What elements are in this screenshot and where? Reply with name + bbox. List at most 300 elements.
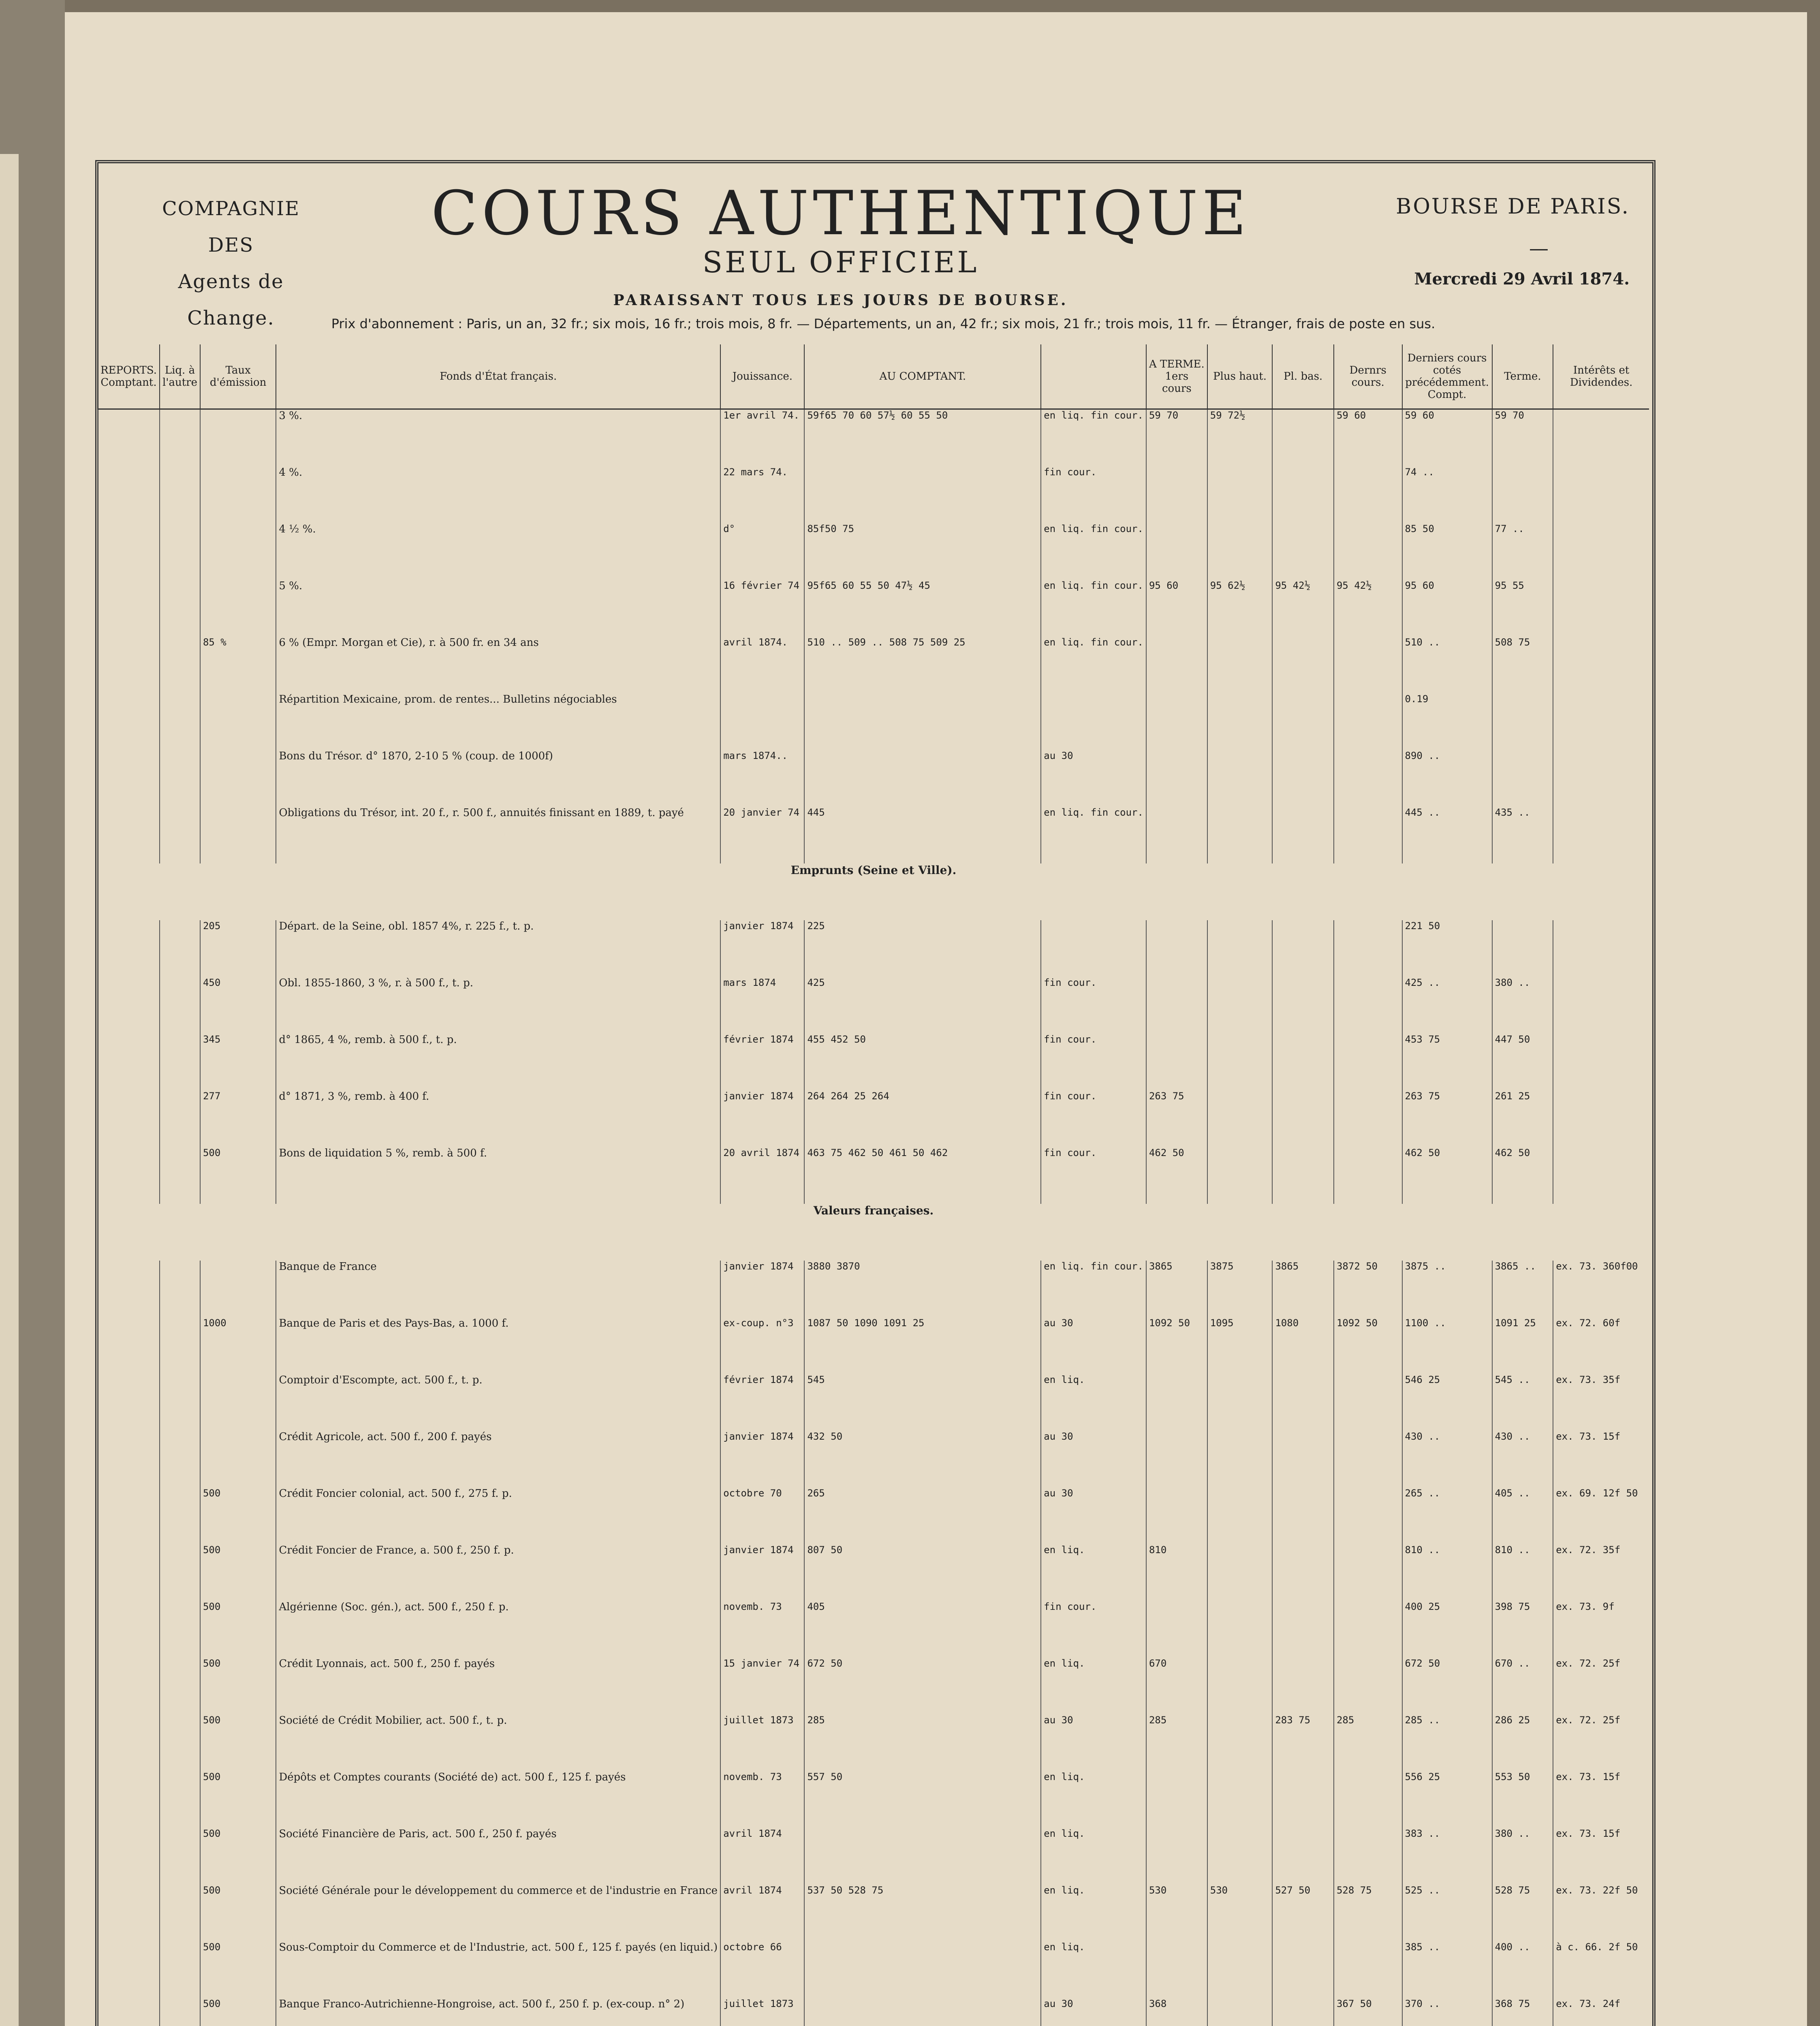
cell-taux: 500 bbox=[200, 1658, 276, 1714]
cell-c1 bbox=[1146, 977, 1207, 1034]
header-dash: — bbox=[1529, 237, 1549, 260]
cell-dern bbox=[1334, 1431, 1402, 1487]
cell-bas bbox=[1272, 1034, 1334, 1090]
cell-dern: 367 50 bbox=[1334, 1998, 1402, 2026]
cell-taux: 205 bbox=[200, 920, 276, 977]
cell-terme: 1091 25 bbox=[1492, 1317, 1553, 1374]
cell-dern bbox=[1334, 693, 1402, 750]
cell-haut bbox=[1207, 1147, 1273, 1204]
cell-taux bbox=[200, 807, 276, 863]
table-row bbox=[98, 637, 1649, 693]
cell-compt: 263 75 bbox=[1402, 1090, 1492, 1147]
cell-taux: 1000 bbox=[200, 1317, 276, 1374]
cell-compt: 385 .. bbox=[1402, 1941, 1492, 1998]
cell-haut bbox=[1207, 466, 1273, 523]
cell-type: au 30 bbox=[1041, 1714, 1146, 1771]
table-row bbox=[98, 409, 1649, 467]
cell-dern bbox=[1334, 1374, 1402, 1431]
cell-type: en liq. fin cour. bbox=[1041, 637, 1146, 693]
cell-haut bbox=[1207, 1658, 1273, 1714]
cell-terme: 95 55 bbox=[1492, 580, 1553, 637]
cell-comptant: 545 bbox=[804, 1374, 1041, 1431]
cell-compt: 810 .. bbox=[1402, 1544, 1492, 1601]
cell-bas bbox=[1272, 1090, 1334, 1147]
cell-haut bbox=[1207, 637, 1273, 693]
report-cell bbox=[98, 1261, 160, 1317]
cell-c1: 95 60 bbox=[1146, 580, 1207, 637]
cell-terme: 670 .. bbox=[1492, 1658, 1553, 1714]
col-dividendes: Intérêts et Dividendes. bbox=[1553, 344, 1649, 409]
cell-haut bbox=[1207, 1828, 1273, 1885]
report-cell bbox=[98, 1771, 160, 1828]
cell-compt: 510 .. bbox=[1402, 637, 1492, 693]
cell-dern: 3872 50 bbox=[1334, 1261, 1402, 1317]
page-title: COURS AUTHENTIQUE bbox=[431, 178, 1251, 249]
cell-c1: 530 bbox=[1146, 1885, 1207, 1941]
cell-haut: 3875 bbox=[1207, 1261, 1273, 1317]
cell-taux: 500 bbox=[200, 1487, 276, 1544]
cell-name: 3 %. bbox=[276, 409, 720, 467]
table-row bbox=[98, 1771, 1649, 1828]
report-cell bbox=[160, 580, 200, 637]
cell-div: ex. 73. 15f bbox=[1553, 1828, 1649, 1885]
company-name bbox=[138, 190, 324, 336]
cell-dern bbox=[1334, 1034, 1402, 1090]
cell-bas bbox=[1272, 1147, 1334, 1204]
cell-bas bbox=[1272, 977, 1334, 1034]
cell-dern bbox=[1334, 1544, 1402, 1601]
cell-type: en liq. bbox=[1041, 1771, 1146, 1828]
cell-div: ex. 73. 24f bbox=[1553, 1998, 1649, 2026]
cell-terme: 59 70 bbox=[1492, 409, 1553, 467]
cell-dern: 1092 50 bbox=[1334, 1317, 1402, 1374]
cell-name: 5 %. bbox=[276, 580, 720, 637]
table-row bbox=[98, 1261, 1649, 1317]
cell-name: d° 1865, 4 %, remb. à 500 f., t. p. bbox=[276, 1034, 720, 1090]
cell-haut bbox=[1207, 1998, 1273, 2026]
cell-name: Banque de France bbox=[276, 1261, 720, 1317]
cell-taux: 500 bbox=[200, 1147, 276, 1204]
cell-compt: 546 25 bbox=[1402, 1374, 1492, 1431]
cell-jouis: octobre 66 bbox=[720, 1941, 804, 1998]
cell-name: Bons du Trésor. d° 1870, 2-10 5 % (coup. de 1000f) bbox=[276, 750, 720, 807]
cell-name: Obl. 1855-1860, 3 %, r. à 500 f., t. p. bbox=[276, 977, 720, 1034]
cell-c1 bbox=[1146, 1771, 1207, 1828]
cell-div bbox=[1553, 807, 1649, 863]
report-cell bbox=[160, 1771, 200, 1828]
cell-taux bbox=[200, 1374, 276, 1431]
report-cell bbox=[98, 637, 160, 693]
company-line2: DES bbox=[208, 234, 254, 256]
table-row bbox=[98, 807, 1649, 863]
cell-compt: 370 .. bbox=[1402, 1998, 1492, 2026]
cell-jouis: novemb. 73 bbox=[720, 1601, 804, 1658]
cell-bas bbox=[1272, 750, 1334, 807]
cell-name: Société Générale pour le développement du commerce et de l'industrie en France bbox=[276, 1885, 720, 1941]
cell-jouis: 16 février 74 bbox=[720, 580, 804, 637]
cell-terme: 553 50 bbox=[1492, 1771, 1553, 1828]
table-row bbox=[98, 580, 1649, 637]
cell-div bbox=[1553, 1034, 1649, 1090]
cell-jouis: janvier 1874 bbox=[720, 1090, 804, 1147]
cell-div: ex. 73. 22f 50 bbox=[1553, 1885, 1649, 1941]
report-cell bbox=[98, 693, 160, 750]
report-cell bbox=[160, 1034, 200, 1090]
cell-dern bbox=[1334, 1828, 1402, 1885]
cell-bas bbox=[1272, 1601, 1334, 1658]
cell-compt: 462 50 bbox=[1402, 1147, 1492, 1204]
cell-c1 bbox=[1146, 637, 1207, 693]
report-cell bbox=[160, 637, 200, 693]
report-cell bbox=[160, 750, 200, 807]
col-liq: Liq. à l'autre bbox=[160, 344, 200, 409]
report-cell bbox=[98, 1034, 160, 1090]
report-cell bbox=[98, 1828, 160, 1885]
cell-dern bbox=[1334, 1487, 1402, 1544]
cell-haut bbox=[1207, 1374, 1273, 1431]
cell-compt: 74 .. bbox=[1402, 466, 1492, 523]
cell-terme: 3865 .. bbox=[1492, 1261, 1553, 1317]
col-bas: Pl. bas. bbox=[1272, 344, 1334, 409]
cell-name: d° 1871, 3 %, remb. à 400 f. bbox=[276, 1090, 720, 1147]
col-terme: Terme. bbox=[1492, 344, 1553, 409]
section-emprunts bbox=[98, 863, 1649, 920]
valeurs-body bbox=[98, 1261, 1649, 2026]
cell-c1: 263 75 bbox=[1146, 1090, 1207, 1147]
col-jouissance: Jouissance. bbox=[720, 344, 804, 409]
bourse-label: BOURSE DE PARIS. bbox=[1396, 194, 1630, 219]
report-cell bbox=[98, 466, 160, 523]
cell-terme: 380 .. bbox=[1492, 1828, 1553, 1885]
cell-dern bbox=[1334, 466, 1402, 523]
emprunts-body bbox=[98, 920, 1649, 1204]
cell-type: fin cour. bbox=[1041, 977, 1146, 1034]
publication-note: PARAISSANT TOUS LES JOURS DE BOURSE. bbox=[613, 292, 1068, 309]
section-row bbox=[98, 863, 1649, 920]
cell-name: Crédit Lyonnais, act. 500 f., 250 f. payés bbox=[276, 1658, 720, 1714]
report-cell bbox=[98, 1487, 160, 1544]
table-row bbox=[98, 1941, 1649, 1998]
cell-dern bbox=[1334, 750, 1402, 807]
cell-bas bbox=[1272, 409, 1334, 467]
cell-div: ex. 72. 60f bbox=[1553, 1317, 1649, 1374]
cell-compt: 890 .. bbox=[1402, 750, 1492, 807]
cell-bas: 1080 bbox=[1272, 1317, 1334, 1374]
cell-haut: 59 72½ bbox=[1207, 409, 1273, 467]
cell-jouis: mars 1874.. bbox=[720, 750, 804, 807]
report-cell bbox=[98, 807, 160, 863]
cell-jouis: 15 janvier 74 bbox=[720, 1658, 804, 1714]
cell-c1: 810 bbox=[1146, 1544, 1207, 1601]
report-cell bbox=[160, 1431, 200, 1487]
cell-name: Algérienne (Soc. gén.), act. 500 f., 250 f. p. bbox=[276, 1601, 720, 1658]
cell-div bbox=[1553, 466, 1649, 523]
cell-div bbox=[1553, 637, 1649, 693]
cell-type: au 30 bbox=[1041, 1487, 1146, 1544]
cell-comptant: 455 452 50 bbox=[804, 1034, 1041, 1090]
cell-c1: 3865 bbox=[1146, 1261, 1207, 1317]
cell-name: 4 ½ %. bbox=[276, 523, 720, 580]
cell-comptant: 405 bbox=[804, 1601, 1041, 1658]
price-table bbox=[97, 344, 1649, 2026]
table-header bbox=[98, 344, 1649, 409]
cell-type: en liq. bbox=[1041, 1941, 1146, 1998]
cell-jouis: 20 avril 1874 bbox=[720, 1147, 804, 1204]
cell-dern bbox=[1334, 1601, 1402, 1658]
cell-c1 bbox=[1146, 750, 1207, 807]
cell-taux bbox=[200, 693, 276, 750]
cell-haut bbox=[1207, 977, 1273, 1034]
report-cell bbox=[160, 1090, 200, 1147]
cell-terme: 528 75 bbox=[1492, 1885, 1553, 1941]
cell-bas bbox=[1272, 1374, 1334, 1431]
report-cell bbox=[160, 1261, 200, 1317]
cell-type: au 30 bbox=[1041, 1317, 1146, 1374]
cell-comptant bbox=[804, 1828, 1041, 1885]
cell-jouis: 20 janvier 74 bbox=[720, 807, 804, 863]
report-cell bbox=[98, 977, 160, 1034]
cell-compt: 445 .. bbox=[1402, 807, 1492, 863]
col-compt: Derniers cours cotés précédemment. Compt. bbox=[1402, 344, 1492, 409]
col-premiers: A TERME. 1ers cours bbox=[1146, 344, 1207, 409]
cell-type: fin cour. bbox=[1041, 1601, 1146, 1658]
report-cell bbox=[98, 920, 160, 977]
cell-haut bbox=[1207, 750, 1273, 807]
cell-comptant bbox=[804, 1998, 1041, 2026]
col-type bbox=[1041, 344, 1146, 409]
cell-name: Comptoir d'Escompte, act. 500 f., t. p. bbox=[276, 1374, 720, 1431]
section-row bbox=[98, 1204, 1649, 1261]
report-cell bbox=[160, 920, 200, 977]
cell-name: 4 %. bbox=[276, 466, 720, 523]
cell-taux bbox=[200, 523, 276, 580]
cell-name: Société de Crédit Mobilier, act. 500 f., t. p. bbox=[276, 1714, 720, 1771]
cell-haut: 1095 bbox=[1207, 1317, 1273, 1374]
cell-comptant: 432 50 bbox=[804, 1431, 1041, 1487]
company-line1: COMPAGNIE bbox=[162, 197, 300, 220]
cell-haut: 530 bbox=[1207, 1885, 1273, 1941]
cell-c1: 462 50 bbox=[1146, 1147, 1207, 1204]
cell-jouis: février 1874 bbox=[720, 1034, 804, 1090]
report-cell bbox=[160, 1885, 200, 1941]
report-cell bbox=[98, 1090, 160, 1147]
cell-terme: 368 75 bbox=[1492, 1998, 1553, 2026]
cell-terme: 380 .. bbox=[1492, 977, 1553, 1034]
cell-type bbox=[1041, 920, 1146, 977]
report-cell bbox=[160, 1998, 200, 2026]
cell-div: ex. 73. 35f bbox=[1553, 1374, 1649, 1431]
cell-terme bbox=[1492, 693, 1553, 750]
cell-c1 bbox=[1146, 1034, 1207, 1090]
cell-taux: 277 bbox=[200, 1090, 276, 1147]
report-cell bbox=[160, 1487, 200, 1544]
cell-type: en liq. fin cour. bbox=[1041, 409, 1146, 467]
table-row bbox=[98, 693, 1649, 750]
cell-type: en liq. fin cour. bbox=[1041, 1261, 1146, 1317]
cell-type: en liq. bbox=[1041, 1544, 1146, 1601]
cell-compt: 3875 .. bbox=[1402, 1261, 1492, 1317]
cell-comptant: 425 bbox=[804, 977, 1041, 1034]
cell-name: Répartition Mexicaine, prom. de rentes... Bulletins négociables bbox=[276, 693, 720, 750]
cell-c1: 670 bbox=[1146, 1658, 1207, 1714]
cell-div: ex. 72. 35f bbox=[1553, 1544, 1649, 1601]
cell-div: ex. 69. 12f 50 bbox=[1553, 1487, 1649, 1544]
cell-jouis: novemb. 73 bbox=[720, 1771, 804, 1828]
cell-div bbox=[1553, 409, 1649, 467]
cell-taux bbox=[200, 1431, 276, 1487]
col-reports: REPORTS. Comptant. bbox=[98, 344, 160, 409]
cell-jouis: juillet 1873 bbox=[720, 1714, 804, 1771]
report-cell bbox=[98, 1601, 160, 1658]
cell-type: fin cour. bbox=[1041, 1090, 1146, 1147]
cell-name: Bons de liquidation 5 %, remb. à 500 f. bbox=[276, 1147, 720, 1204]
cell-comptant: 557 50 bbox=[804, 1771, 1041, 1828]
cell-comptant: 510 .. 509 .. 508 75 509 25 bbox=[804, 637, 1041, 693]
cell-terme bbox=[1492, 466, 1553, 523]
cell-haut bbox=[1207, 1431, 1273, 1487]
cell-jouis: 1er avril 74. bbox=[720, 409, 804, 467]
cell-dern: 95 42½ bbox=[1334, 580, 1402, 637]
report-cell bbox=[98, 409, 160, 467]
cell-jouis: avril 1874 bbox=[720, 1885, 804, 1941]
cell-div bbox=[1553, 920, 1649, 977]
table-row bbox=[98, 1034, 1649, 1090]
cell-type: en liq. bbox=[1041, 1828, 1146, 1885]
cell-type: fin cour. bbox=[1041, 1147, 1146, 1204]
cell-haut bbox=[1207, 693, 1273, 750]
cell-dern: 59 60 bbox=[1334, 409, 1402, 467]
report-cell bbox=[160, 409, 200, 467]
cell-taux bbox=[200, 1261, 276, 1317]
cell-comptant: 445 bbox=[804, 807, 1041, 863]
cell-taux: 500 bbox=[200, 1601, 276, 1658]
cell-name: Dépôts et Comptes courants (Société de) act. 500 f., 125 f. payés bbox=[276, 1771, 720, 1828]
cell-haut bbox=[1207, 1714, 1273, 1771]
cell-type: au 30 bbox=[1041, 1998, 1146, 2026]
cell-bas bbox=[1272, 466, 1334, 523]
cell-bas: 95 42½ bbox=[1272, 580, 1334, 637]
report-cell bbox=[160, 693, 200, 750]
table-row bbox=[98, 750, 1649, 807]
cell-bas bbox=[1272, 1487, 1334, 1544]
report-cell bbox=[98, 1431, 160, 1487]
cell-comptant bbox=[804, 466, 1041, 523]
cell-type: en liq. bbox=[1041, 1374, 1146, 1431]
cell-type: au 30 bbox=[1041, 750, 1146, 807]
cell-bas bbox=[1272, 637, 1334, 693]
report-cell bbox=[160, 1601, 200, 1658]
cell-div bbox=[1553, 523, 1649, 580]
cell-compt: 383 .. bbox=[1402, 1828, 1492, 1885]
cell-haut bbox=[1207, 523, 1273, 580]
cell-bas bbox=[1272, 693, 1334, 750]
cell-jouis bbox=[720, 693, 804, 750]
cell-comptant: 265 bbox=[804, 1487, 1041, 1544]
cell-dern bbox=[1334, 637, 1402, 693]
cell-terme: 77 .. bbox=[1492, 523, 1553, 580]
cell-div bbox=[1553, 1147, 1649, 1204]
cell-taux bbox=[200, 580, 276, 637]
cell-haut bbox=[1207, 1941, 1273, 1998]
cell-dern: 528 75 bbox=[1334, 1885, 1402, 1941]
issue-date: Mercredi 29 Avril 1874. bbox=[1414, 269, 1630, 289]
table-row bbox=[98, 977, 1649, 1034]
cell-type: en liq. fin cour. bbox=[1041, 580, 1146, 637]
cell-terme: 400 .. bbox=[1492, 1941, 1553, 1998]
cell-comptant: 95f65 60 55 50 47½ 45 bbox=[804, 580, 1041, 637]
cell-jouis: janvier 1874 bbox=[720, 1261, 804, 1317]
cell-compt: 525 .. bbox=[1402, 1885, 1492, 1941]
table-row bbox=[98, 1714, 1649, 1771]
cell-type: en liq. fin cour. bbox=[1041, 523, 1146, 580]
cell-jouis: janvier 1874 bbox=[720, 1544, 804, 1601]
cell-taux: 500 bbox=[200, 1828, 276, 1885]
cell-compt: 265 .. bbox=[1402, 1487, 1492, 1544]
cell-div: ex. 72. 25f bbox=[1553, 1714, 1649, 1771]
cell-c1: 368 bbox=[1146, 1998, 1207, 2026]
cell-comptant: 264 264 25 264 bbox=[804, 1090, 1041, 1147]
cell-dern bbox=[1334, 920, 1402, 977]
report-cell bbox=[160, 1317, 200, 1374]
cell-taux: 500 bbox=[200, 1771, 276, 1828]
cell-comptant: 672 50 bbox=[804, 1658, 1041, 1714]
cell-taux: 500 bbox=[200, 1941, 276, 1998]
cell-taux: 345 bbox=[200, 1034, 276, 1090]
cell-type: en liq. bbox=[1041, 1658, 1146, 1714]
cell-bas: 527 50 bbox=[1272, 1885, 1334, 1941]
cell-bas bbox=[1272, 1431, 1334, 1487]
report-cell bbox=[98, 1147, 160, 1204]
cell-c1 bbox=[1146, 523, 1207, 580]
cell-taux: 500 bbox=[200, 1544, 276, 1601]
table-row bbox=[98, 1658, 1649, 1714]
cell-name: Banque de Paris et des Pays-Bas, a. 1000 f. bbox=[276, 1317, 720, 1374]
cell-terme: 545 .. bbox=[1492, 1374, 1553, 1431]
report-cell bbox=[98, 1885, 160, 1941]
table-row bbox=[98, 1317, 1649, 1374]
report-cell bbox=[160, 523, 200, 580]
report-cell bbox=[98, 1544, 160, 1601]
cell-jouis: octobre 70 bbox=[720, 1487, 804, 1544]
col-fonds: Fonds d'État français. bbox=[276, 344, 720, 409]
cell-bas bbox=[1272, 1998, 1334, 2026]
report-cell bbox=[160, 1828, 200, 1885]
table-row bbox=[98, 1998, 1649, 2026]
cell-terme: 508 75 bbox=[1492, 637, 1553, 693]
cell-jouis: mars 1874 bbox=[720, 977, 804, 1034]
cell-div bbox=[1553, 750, 1649, 807]
report-cell bbox=[98, 580, 160, 637]
cell-haut bbox=[1207, 920, 1273, 977]
cell-compt: 430 .. bbox=[1402, 1431, 1492, 1487]
cell-jouis: juillet 1873 bbox=[720, 1998, 804, 2026]
report-cell bbox=[160, 1147, 200, 1204]
cell-compt: 0.19 bbox=[1402, 693, 1492, 750]
cell-bas bbox=[1272, 807, 1334, 863]
table-row bbox=[98, 1147, 1649, 1204]
cell-c1 bbox=[1146, 1601, 1207, 1658]
col-taux: Taux d'émission bbox=[200, 344, 276, 409]
cell-dern bbox=[1334, 1658, 1402, 1714]
report-cell bbox=[160, 1941, 200, 1998]
report-cell bbox=[160, 1374, 200, 1431]
cell-compt: 95 60 bbox=[1402, 580, 1492, 637]
cell-comptant: 1087 50 1090 1091 25 bbox=[804, 1317, 1041, 1374]
cell-haut bbox=[1207, 1487, 1273, 1544]
cell-comptant bbox=[804, 693, 1041, 750]
cell-haut bbox=[1207, 1771, 1273, 1828]
cell-c1 bbox=[1146, 1487, 1207, 1544]
